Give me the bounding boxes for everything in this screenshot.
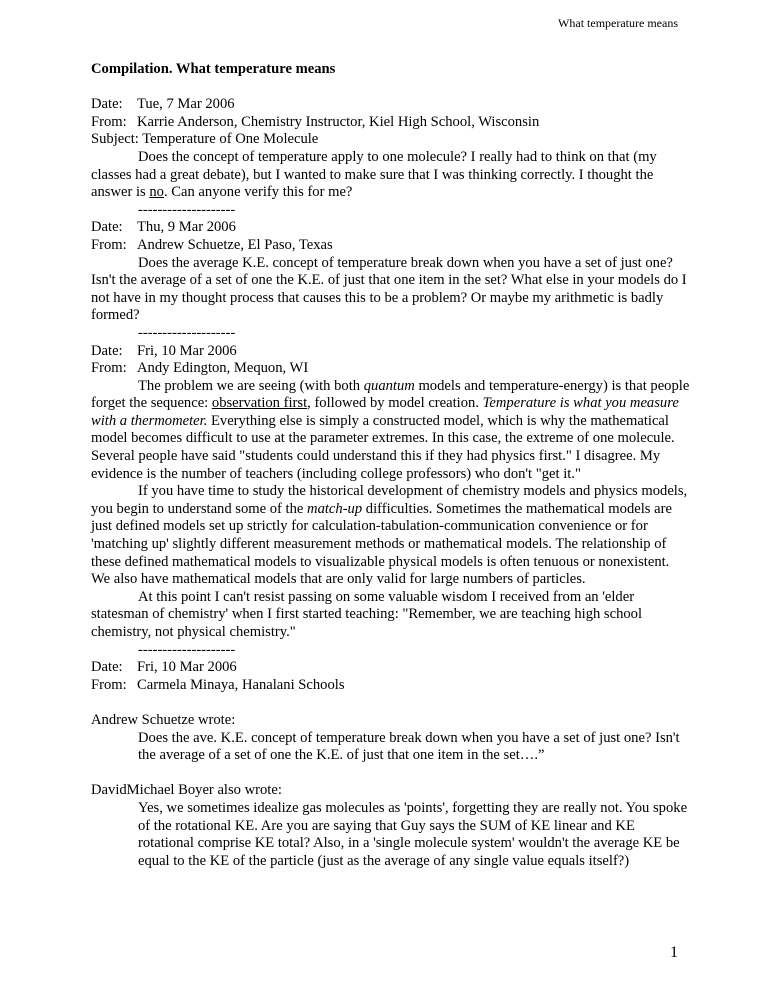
msg3-from: Andy Edington, Mequon, WI	[137, 360, 309, 377]
msg2-date: Thu, 9 Mar 2006	[137, 219, 236, 236]
quote2-intro: DavidMichael Boyer also wrote:	[91, 782, 282, 799]
msg2-from-line: From: Andrew Schuetze, El Paso, Texas	[91, 236, 333, 253]
msg1-subject: Temperature of One Molecule	[142, 131, 319, 148]
running-header: What temperature means	[558, 16, 678, 30]
msg4-date-line: Date: Fri, 10 Mar 2006	[91, 659, 237, 676]
msg4-from-line: From: Carmela Minaya, Hanalani Schools	[91, 676, 345, 693]
msg2-from: Andrew Schuetze, El Paso, Texas	[137, 236, 333, 253]
msg1-date-line: Date: Tue, 7 Mar 2006	[91, 96, 235, 113]
msg3-paragraph-1: The problem we are seeing (with both quantum models and temperature-energy) is that people forget the sequence: observation first, followed by model creation. Temperature is what you measure with a thermometer. Everything else is simply a constructed model, which is why the mathematical model becomes difficult to use at the parameter extremes. In this case, the extreme of one molecule. Several people have said "students could understand this if they had physics first." I disagree. My evidence is the number of teachers (including college professors) who don't "get it."	[91, 377, 690, 482]
msg1-body: Does the concept of temperature apply to one molecule? I really had to think on that (my classes had a great debate), but I wanted to make sure that I was thinking correctly. I thought the answer is no. Can anyone verify this for me?	[91, 148, 657, 201]
quote1-intro: Andrew Schuetze wrote:	[91, 711, 236, 728]
msg2-date-line: Date: Thu, 9 Mar 2006	[91, 219, 236, 236]
msg1-date: Tue, 7 Mar 2006	[137, 96, 235, 113]
page-number: 1	[670, 944, 678, 961]
quote2-text: Yes, we sometimes idealize gas molecules as 'points', forgetting they are really not. You spoke of the rotational KE. Are you are saying that Guy says the SUM of KE linear and KE rotational comprise KE total? Also, in a 'single molecule system' wouldn't the average KE be equal to the KE of the particle (just as the average of any single value equals itself?)	[138, 799, 688, 869]
document-title: Compilation. What temperature means	[91, 61, 336, 77]
msg4-from: Carmela Minaya, Hanalani Schools	[137, 676, 345, 693]
msg3-date-line: Date: Fri, 10 Mar 2006	[91, 342, 237, 359]
msg3-date: Fri, 10 Mar 2006	[137, 342, 237, 359]
quote1-text: Does the ave. K.E. concept of temperature break down when you have a set of just one? Isn't the average of a set of one the K.E. of just that one item in the set….”	[138, 729, 680, 764]
msg1-from: Karrie Anderson, Chemistry Instructor, Kiel High School, Wisconsin	[137, 113, 540, 130]
separator: --------------------	[138, 324, 236, 341]
separator: --------------------	[138, 641, 236, 658]
msg1-from-line: From: Karrie Anderson, Chemistry Instructor, Kiel High School, Wisconsin	[91, 113, 540, 130]
msg3-from-line: From: Andy Edington, Mequon, WI	[91, 360, 309, 377]
msg3-paragraph-3: At this point I can't resist passing on some valuable wisdom I received from an 'elder statesman of chemistry' when I first started teaching: "Remember, we are teaching high school chemistry, not physical chemistry."	[91, 588, 643, 640]
document-body	[91, 61, 691, 870]
msg3-paragraph-2: If you have time to study the historical development of chemistry models and physics models, you begin to understand some of the match-up difficulties. Sometimes the mathematical models are just defined models set up strictly for calculation-tabulation-communication convenience or for 'matching up' slightly different measurement methods or mathematical models. The relationship of these defined mathematical models to visualizable physical models is often tenuous or nonexistent. We also have mathematical models that are only valid for large numbers of particles.	[91, 483, 688, 588]
msg2-body: Does the average K.E. concept of temperature break down when you have a set of just one? Isn't the average of a set of one the K.E. of just that one item in the set? What else in your models do I not have in my thought process that causes this to be a problem? Or maybe my arithmetic is badly formed?	[91, 254, 687, 324]
msg1-subject-line: Subject: Temperature of One Molecule	[91, 131, 319, 148]
msg4-date: Fri, 10 Mar 2006	[137, 659, 237, 676]
separator: --------------------	[138, 201, 236, 218]
